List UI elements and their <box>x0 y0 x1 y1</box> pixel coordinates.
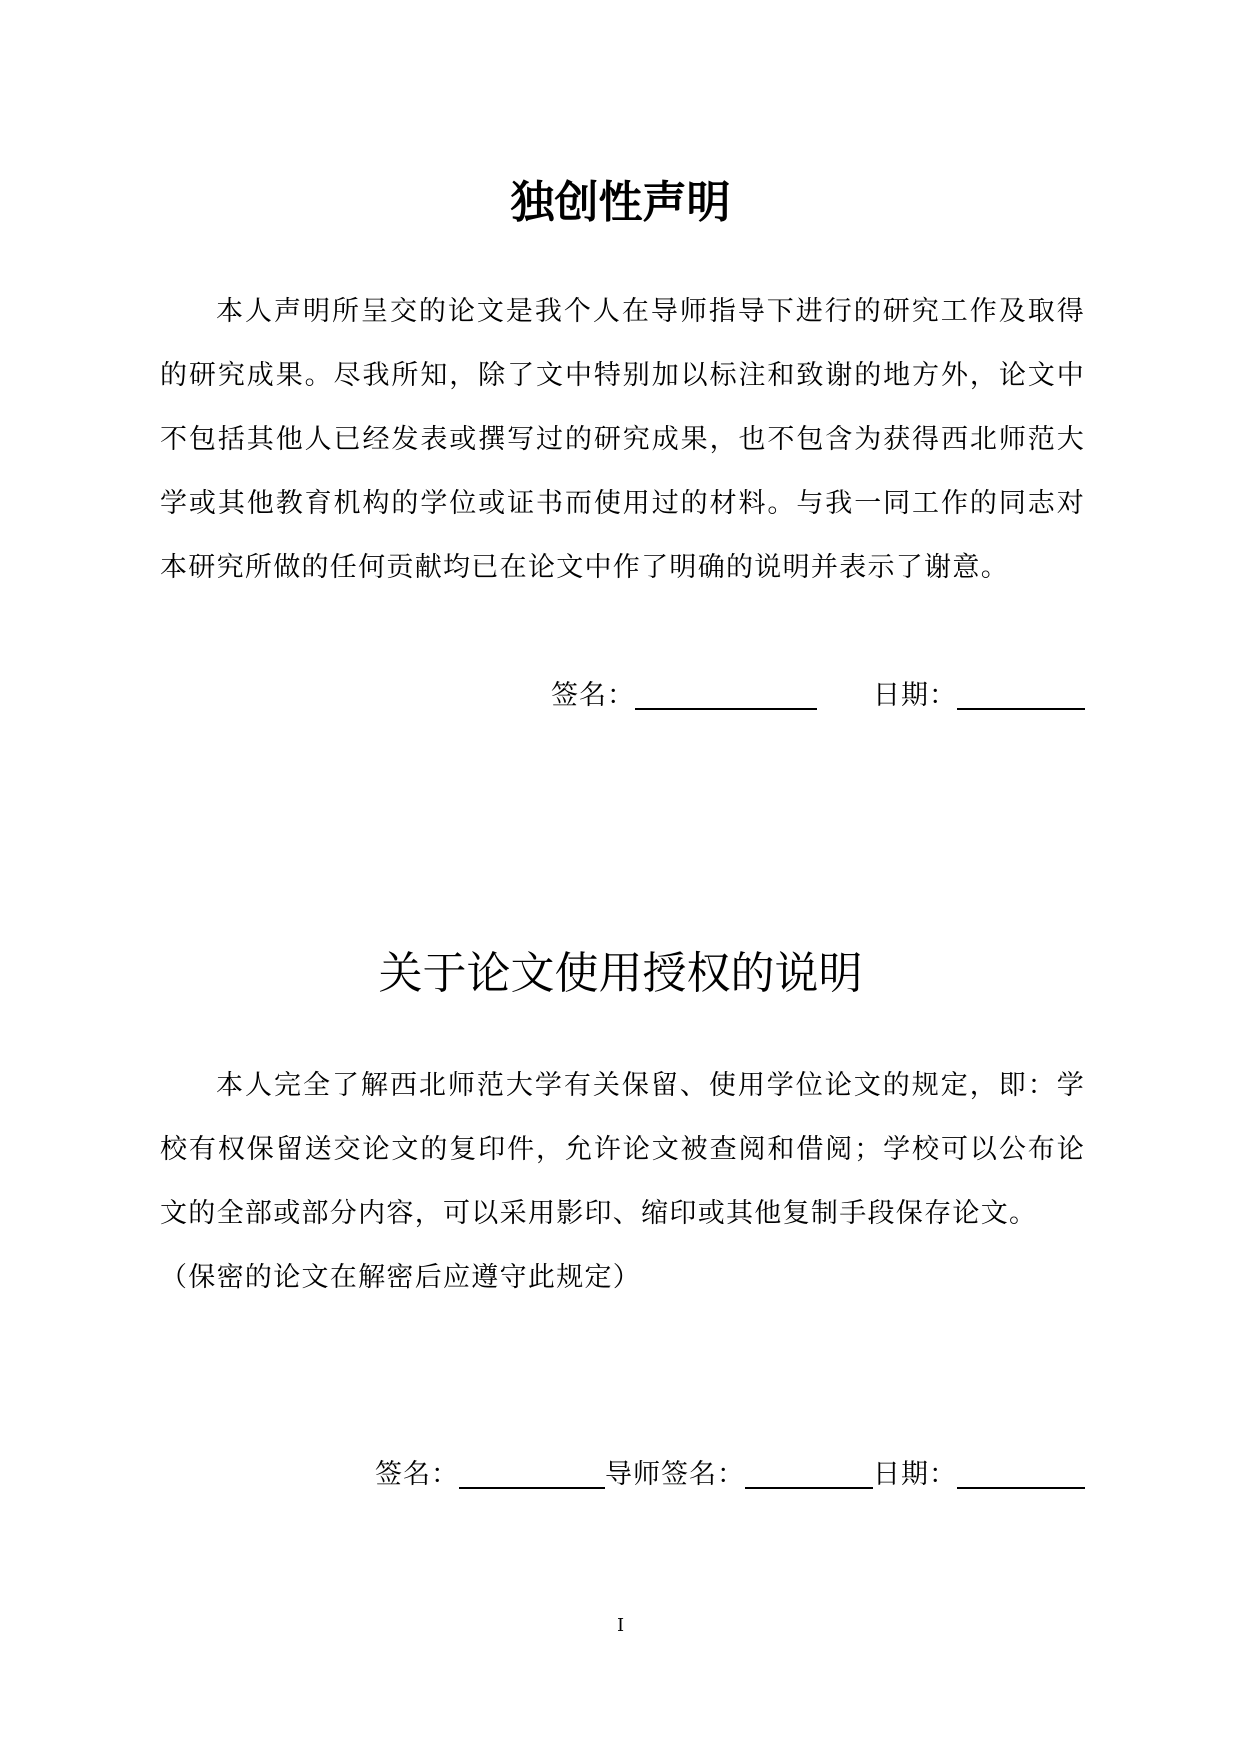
signature-blank-line <box>459 1457 605 1489</box>
authorization-signature-row <box>375 1455 1085 1495</box>
originality-statement-title: 独创性声明 <box>510 177 731 228</box>
advisor-signature-blank-line <box>745 1457 873 1489</box>
signature-label: 签名： <box>375 1459 459 1490</box>
page-number: I <box>616 1615 625 1636</box>
originality-signature-row <box>551 676 1085 716</box>
originality-statement-paragraph: 本人声明所呈交的论文是我个人在导师指导下进行的研究工作及取得的研究成果。尽我所知，除了文中特别加以标注和致谢的地方外，论文中不包括其他人已经发表或撰写过的研究成果，也不包含为获得西北师范大学或其他教育机构的学位或证书而使用过的材料。与我一同工作的同志对本研究所做的任何贡献均已在论文中作了明确的说明并表示了谢意。 <box>160 296 1085 583</box>
authorization-statement-title: 关于论文使用授权的说明 <box>378 948 863 999</box>
signature-blank-line <box>635 678 817 710</box>
date-blank-line <box>957 678 1085 710</box>
date-blank-line <box>957 1457 1085 1489</box>
date-label: 日期： <box>873 1459 957 1490</box>
advisor-signature-label: 导师签名： <box>605 1459 745 1490</box>
confidentiality-note: （保密的论文在解密后应遵守此规定） <box>160 1262 642 1293</box>
signature-label: 签名： <box>551 680 635 711</box>
date-label: 日期： <box>873 680 957 711</box>
authorization-statement-paragraph: 本人完全了解西北师范大学有关保留、使用学位论文的规定，即：学校有权保留送交论文的复印件，允许论文被查阅和借阅；学校可以公布论文的全部或部分内容，可以采用影印、缩印或其他复制手段保存论文。 <box>160 1070 1085 1229</box>
